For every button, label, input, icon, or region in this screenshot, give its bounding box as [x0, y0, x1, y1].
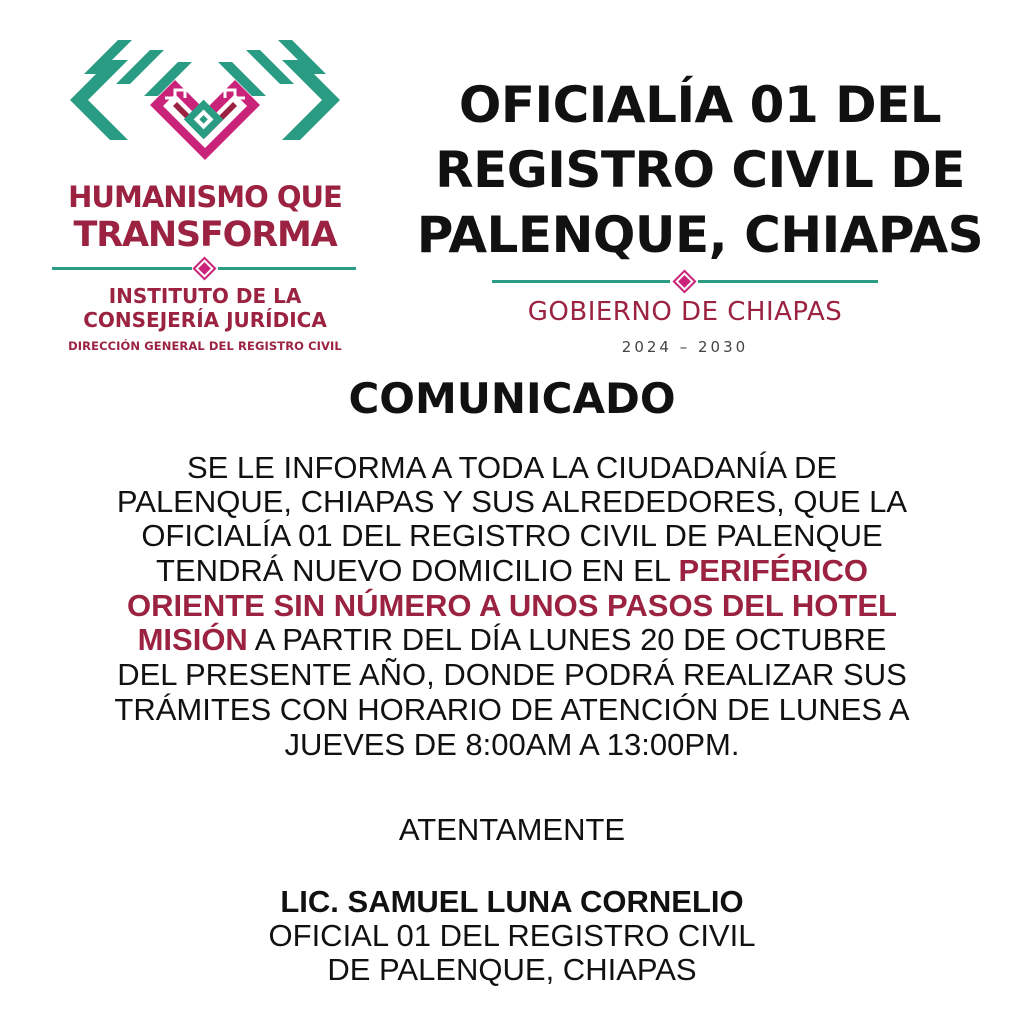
- notice-line-4: [0, 555, 1024, 586]
- signatory-role-line-2: DE PALENQUE, CHIAPAS: [327, 952, 697, 987]
- logo-divider-left: [52, 267, 192, 270]
- diamond-icon: [195, 259, 213, 277]
- logo-divider-right: [218, 267, 356, 270]
- notice-heading: COMUNICADO: [348, 374, 676, 423]
- diamond-icon: [675, 272, 693, 290]
- notice-line-9: JUEVES DE 8:00AM A 13:00PM.: [284, 727, 740, 762]
- notice-line-3: OFICIALÍA 01 DEL REGISTRO CIVIL DE PALENQUE: [141, 518, 883, 553]
- notice-line-4-text: TENDRÁ NUEVO DOMICILIO EN EL: [156, 553, 679, 588]
- institute-name-line-2: CONSEJERÍA JURÍDICA: [83, 308, 327, 332]
- signatory-role-line-1: OFICIAL 01 DEL REGISTRO CIVIL: [268, 918, 756, 953]
- notice-line-6-text: A PARTIR DEL DÍA LUNES 20 DE OCTUBRE: [247, 622, 887, 657]
- notice-line-7: DEL PRESENTE AÑO, DONDE PODRÁ REALIZAR SUS: [117, 657, 907, 692]
- closing-text: ATENTAMENTE: [398, 812, 626, 847]
- header-divider-right: [698, 280, 878, 283]
- logo-slogan-line-2: TRANSFORMA: [73, 215, 337, 255]
- notice-line-8: TRÁMITES CON HORARIO DE ATENCIÓN DE LUNES A: [114, 692, 910, 727]
- institute-name-line-1: INSTITUTO DE LA: [108, 284, 302, 308]
- office-title-line-1: OFICIALÍA 01 DEL: [458, 76, 942, 134]
- government-name: GOBIERNO DE CHIAPAS: [527, 297, 843, 327]
- government-term: 2024 – 2030: [621, 338, 749, 356]
- notice-line-2: PALENQUE, CHIAPAS Y SUS ALREDEDORES, QUE LA: [116, 484, 908, 519]
- notice-line-6: [0, 624, 1024, 655]
- logo-slogan-line-1: HUMANISMO QUE: [68, 180, 342, 214]
- heart-textile-logo-icon: [60, 40, 350, 180]
- address-highlight-1: PERIFÉRICO: [678, 553, 868, 588]
- signatory-name: LIC. SAMUEL LUNA CORNELIO: [280, 884, 744, 919]
- institute-subtitle: DIRECCIÓN GENERAL DEL REGISTRO CIVIL: [68, 339, 342, 353]
- notice-line-1: SE LE INFORMA A TODA LA CIUDADANÍA DE: [186, 450, 838, 485]
- header-divider-left: [492, 280, 670, 283]
- address-highlight-3: MISIÓN: [137, 622, 248, 657]
- office-title-line-2: REGISTRO CIVIL DE: [435, 141, 965, 199]
- address-highlight-2: ORIENTE SIN NÚMERO A UNOS PASOS DEL HOTEL: [127, 588, 897, 623]
- office-title-line-3: PALENQUE, CHIAPAS: [416, 206, 984, 264]
